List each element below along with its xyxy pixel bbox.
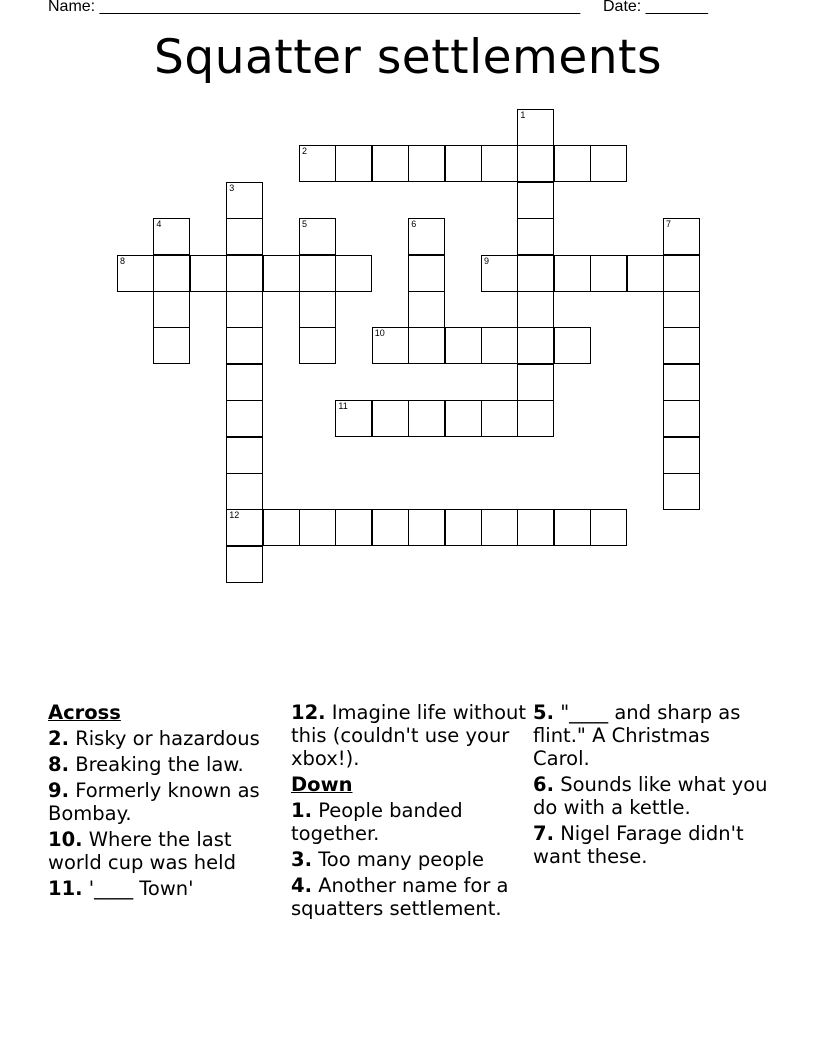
grid-cell[interactable] bbox=[590, 255, 627, 292]
grid-cell[interactable] bbox=[663, 327, 700, 364]
grid-cell[interactable] bbox=[299, 327, 336, 364]
grid-cell[interactable] bbox=[153, 255, 190, 292]
clue-number: 9 bbox=[484, 255, 490, 266]
grid-cell[interactable] bbox=[517, 509, 554, 546]
grid-cell[interactable] bbox=[153, 218, 190, 255]
grid-cell[interactable] bbox=[117, 255, 154, 292]
date-blank[interactable]: _______ bbox=[645, 0, 708, 15]
clue-across-2: 2. Risky or hazardous bbox=[48, 727, 260, 750]
grid-cell[interactable] bbox=[481, 145, 518, 182]
grid-cell[interactable] bbox=[590, 509, 627, 546]
grid-cell[interactable] bbox=[153, 327, 190, 364]
grid-cell[interactable] bbox=[554, 255, 591, 292]
name-label: Name: bbox=[48, 0, 96, 15]
grid-cell[interactable] bbox=[627, 255, 664, 292]
grid-cell[interactable] bbox=[554, 509, 591, 546]
grid-cell[interactable] bbox=[663, 437, 700, 474]
clue-number: 3 bbox=[229, 182, 235, 193]
grid-cell[interactable] bbox=[226, 255, 263, 292]
clues-column-1 bbox=[48, 701, 278, 903]
clue-number: 8 bbox=[120, 255, 126, 266]
grid-cell[interactable] bbox=[226, 400, 263, 437]
grid-cell[interactable] bbox=[663, 291, 700, 328]
clue-number: 6 bbox=[411, 219, 417, 230]
grid-cell[interactable] bbox=[445, 145, 482, 182]
grid-cell[interactable] bbox=[481, 400, 518, 437]
grid-cell[interactable] bbox=[481, 327, 518, 364]
grid-cell[interactable] bbox=[517, 145, 554, 182]
grid-cell[interactable] bbox=[554, 145, 591, 182]
clue-down-5: 5. "____ and sharp as flint." A Christmas Carol. bbox=[533, 701, 741, 770]
grid-cell[interactable] bbox=[299, 145, 336, 182]
grid-cell[interactable] bbox=[517, 182, 554, 219]
grid-cell[interactable] bbox=[372, 327, 409, 364]
page-title: Squatter settlements bbox=[154, 30, 662, 85]
clue-across-12: 12. Imagine life without this (couldn't use your xbox!). bbox=[291, 701, 526, 770]
grid-cell[interactable] bbox=[517, 364, 554, 401]
grid-cell[interactable] bbox=[335, 145, 372, 182]
clue-down-4: 4. Another name for a squatters settlement. bbox=[291, 874, 509, 920]
grid-cell[interactable] bbox=[372, 509, 409, 546]
grid-cell[interactable] bbox=[263, 509, 300, 546]
grid-cell[interactable] bbox=[226, 364, 263, 401]
clue-across-11: 11. '____ Town' bbox=[48, 877, 194, 900]
clue-number: 11 bbox=[338, 401, 348, 412]
grid-cell[interactable] bbox=[408, 145, 445, 182]
grid-cell[interactable] bbox=[226, 437, 263, 474]
clues-column-3 bbox=[533, 701, 768, 871]
date-label: Date: bbox=[603, 0, 642, 15]
grid-cell[interactable] bbox=[481, 255, 518, 292]
name-blank[interactable]: ______________________________________________________ bbox=[99, 0, 581, 15]
grid-cell[interactable] bbox=[299, 509, 336, 546]
grid-cell[interactable] bbox=[408, 327, 445, 364]
clues-column-2 bbox=[291, 701, 526, 923]
grid-cell[interactable] bbox=[445, 327, 482, 364]
across-heading: Across bbox=[48, 701, 121, 724]
grid-cell[interactable] bbox=[445, 509, 482, 546]
clue-number: 1 bbox=[520, 110, 526, 120]
clue-number: 12 bbox=[229, 510, 240, 521]
grid-cell[interactable] bbox=[226, 509, 263, 546]
grid-cell[interactable] bbox=[372, 400, 409, 437]
clue-down-3: 3. Too many people bbox=[291, 848, 484, 871]
grid-cell[interactable] bbox=[590, 145, 627, 182]
grid-cell[interactable] bbox=[226, 546, 263, 583]
clue-number: 2 bbox=[302, 146, 308, 157]
grid-cell[interactable] bbox=[517, 400, 554, 437]
clue-number: 4 bbox=[156, 219, 162, 230]
grid-cell[interactable] bbox=[517, 327, 554, 364]
grid-cell[interactable] bbox=[408, 400, 445, 437]
grid-cell[interactable] bbox=[153, 291, 190, 328]
grid-cell[interactable] bbox=[481, 509, 518, 546]
grid-cell[interactable] bbox=[663, 364, 700, 401]
grid-cell[interactable] bbox=[226, 327, 263, 364]
grid-cell[interactable] bbox=[335, 400, 372, 437]
grid-cell[interactable] bbox=[299, 218, 336, 255]
grid-cell[interactable] bbox=[226, 473, 263, 510]
clue-down-7: 7. Nigel Farage didn't want these. bbox=[533, 822, 744, 868]
grid-cell[interactable] bbox=[408, 509, 445, 546]
grid-cell[interactable] bbox=[663, 255, 700, 292]
grid-cell[interactable] bbox=[408, 255, 445, 292]
clue-down-1: 1. People banded together. bbox=[291, 799, 463, 845]
grid-cell[interactable] bbox=[335, 509, 372, 546]
grid-cell[interactable] bbox=[299, 255, 336, 292]
grid-cell[interactable] bbox=[663, 473, 700, 510]
down-heading: Down bbox=[291, 773, 353, 796]
grid-cell[interactable] bbox=[554, 327, 591, 364]
grid-cell[interactable] bbox=[226, 291, 263, 328]
grid-cell[interactable] bbox=[226, 218, 263, 255]
grid-cell[interactable] bbox=[517, 109, 554, 146]
grid-cell[interactable] bbox=[372, 145, 409, 182]
grid-cell[interactable] bbox=[663, 218, 700, 255]
clue-number: 7 bbox=[666, 219, 672, 230]
clue-down-6: 6. Sounds like what you do with a kettle. bbox=[533, 773, 768, 819]
grid-cell[interactable] bbox=[190, 255, 227, 292]
clue-across-9: 9. Formerly known as Bombay. bbox=[48, 779, 260, 825]
grid-cell[interactable] bbox=[517, 218, 554, 255]
grid-cell[interactable] bbox=[445, 400, 482, 437]
grid-cell[interactable] bbox=[335, 255, 372, 292]
grid-cell[interactable] bbox=[517, 291, 554, 328]
clue-across-8: 8. Breaking the law. bbox=[48, 753, 244, 776]
grid-cell[interactable] bbox=[517, 255, 554, 292]
grid-cell[interactable] bbox=[663, 400, 700, 437]
clue-number: 5 bbox=[302, 219, 308, 230]
clue-number: 10 bbox=[374, 328, 385, 339]
grid-cell[interactable] bbox=[263, 255, 300, 292]
grid-cell[interactable] bbox=[408, 218, 445, 255]
grid-cell[interactable] bbox=[226, 182, 263, 219]
grid-cell[interactable] bbox=[408, 291, 445, 328]
clue-across-10: 10. Where the last world cup was held bbox=[48, 828, 236, 874]
grid-cell[interactable] bbox=[299, 291, 336, 328]
